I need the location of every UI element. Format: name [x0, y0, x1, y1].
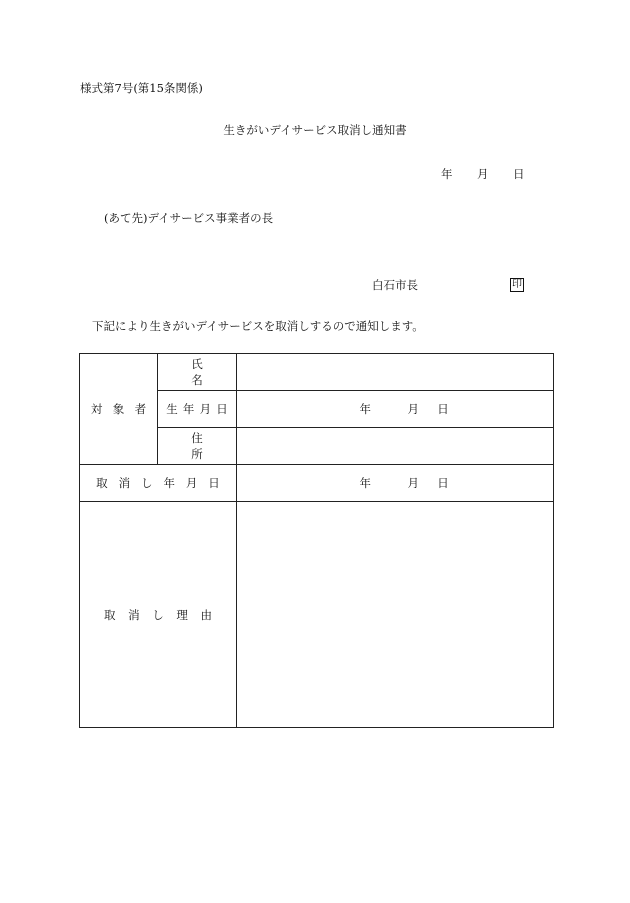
cancel-date-field[interactable]: [237, 465, 554, 502]
table-row: [80, 465, 554, 502]
name-label: 氏名: [158, 354, 237, 391]
form-number: 様式第7号(第15条関係): [80, 81, 203, 95]
document-title: 生きがいデイサービス取消し通知書: [223, 123, 407, 137]
notice-form-table: [79, 353, 554, 728]
birthdate-month: 月: [407, 402, 419, 416]
birthdate-day: 日: [437, 402, 449, 416]
issuer-name: 白石市長: [372, 278, 418, 292]
birthdate-year: 年: [359, 402, 371, 416]
body-text: 下記により生きがいデイサービスを取消しするので通知します。: [92, 319, 424, 333]
cancel-date-year: 年: [359, 476, 371, 490]
table-row: [80, 502, 554, 728]
issue-date-year: 年: [441, 167, 453, 181]
birthdate-field[interactable]: [237, 391, 554, 428]
target-person-label: 対象者: [80, 354, 158, 465]
cancel-date-day: 日: [437, 476, 449, 490]
name-field[interactable]: [237, 354, 554, 391]
issue-date-line: [441, 167, 525, 181]
addressee: (あて先)デイサービス事業者の長: [104, 211, 274, 225]
issue-date-month: 月: [477, 167, 489, 181]
cancel-reason-field[interactable]: [237, 502, 554, 728]
address-label: 住所: [158, 428, 237, 465]
cancel-reason-label: 取消し理由: [80, 502, 237, 728]
cancel-date-label: 取消し年月日: [80, 465, 237, 502]
issue-date-day: 日: [513, 167, 525, 181]
address-field[interactable]: [237, 428, 554, 465]
cancel-date-month: 月: [407, 476, 419, 490]
seal-mark: 印: [512, 279, 522, 290]
table-row: [80, 354, 554, 391]
birthdate-label: 生年月日: [158, 391, 237, 428]
